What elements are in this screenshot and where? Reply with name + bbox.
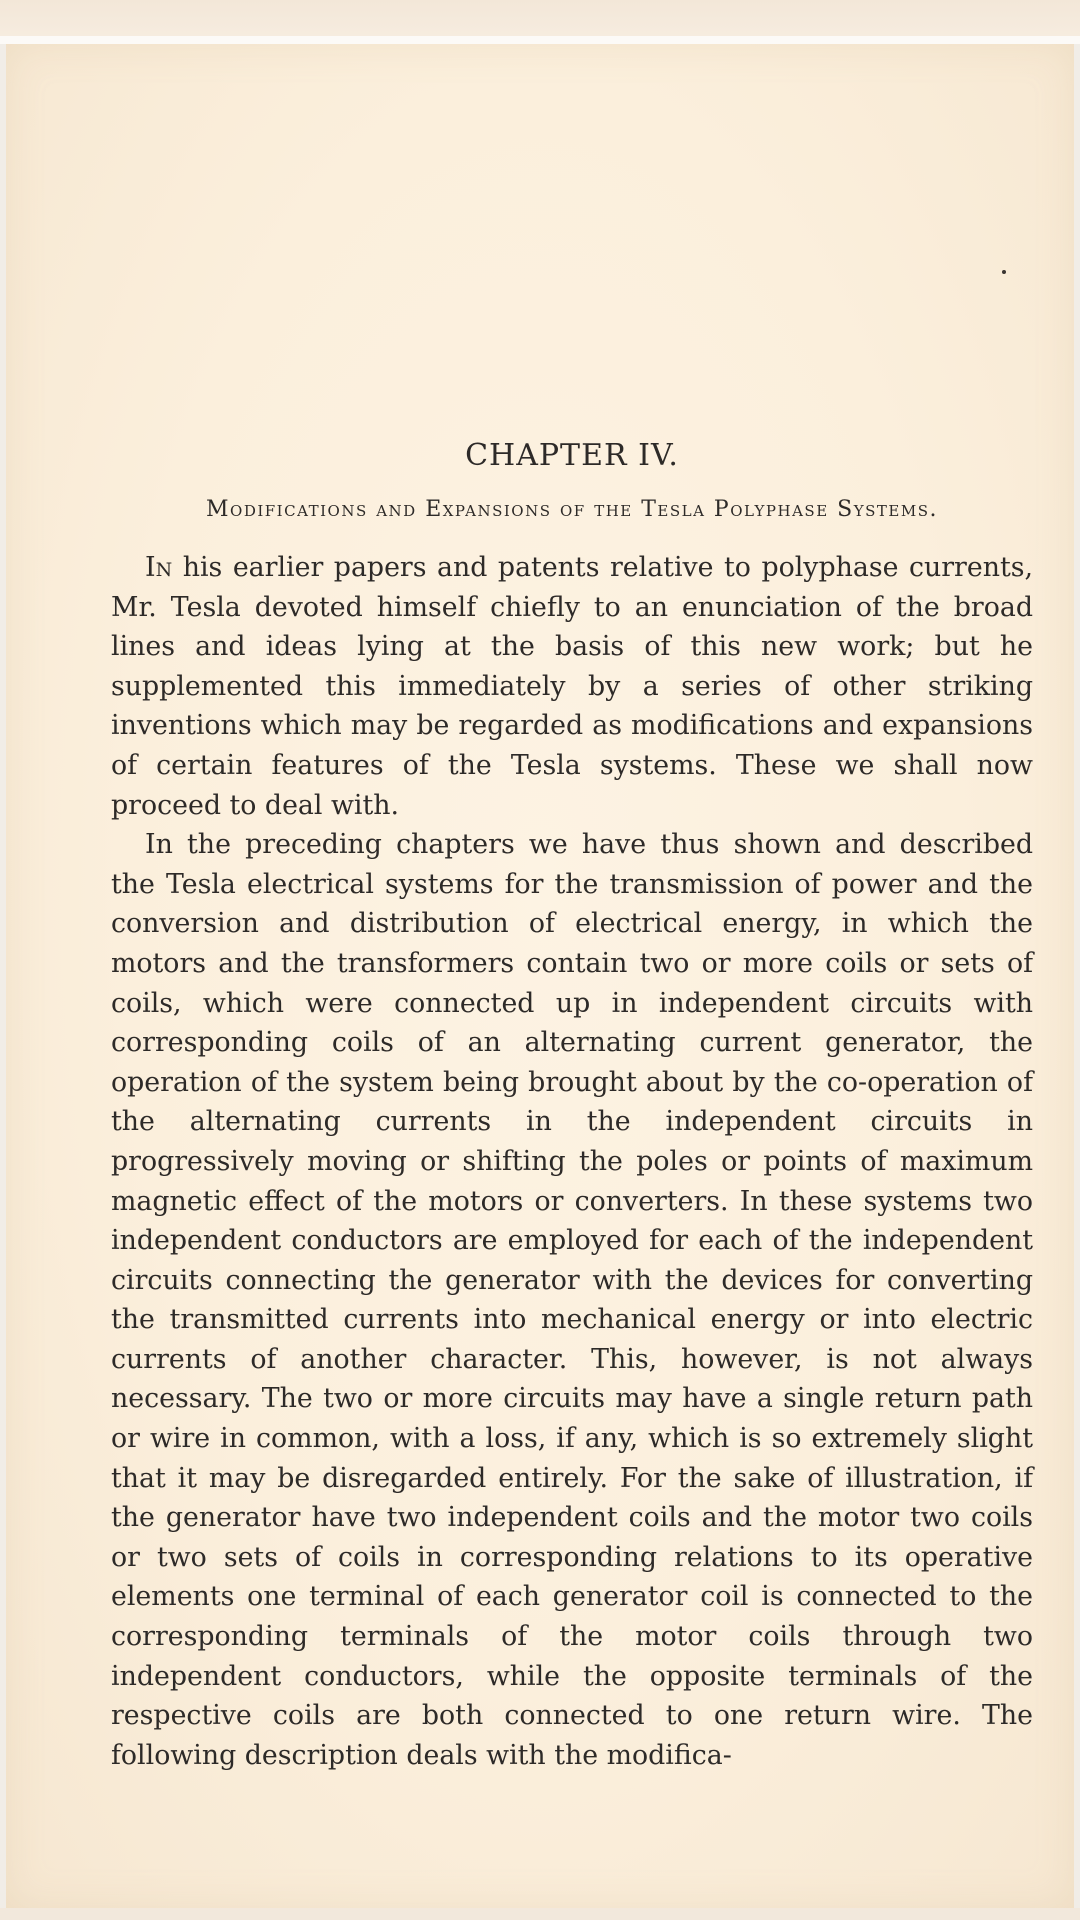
page-separator: [0, 36, 1080, 44]
chapter-title: CHAPTER IV.: [465, 438, 679, 473]
ink-speck: [1002, 270, 1006, 274]
paragraph-1: [111, 548, 1033, 825]
paragraph-1-body: his earlier papers and patents relative to polyphase currents, Mr. Tesla devoted himself chiefly to an enunciation of the broad lines and ideas lying at the basis of this new work; but he supplemented this immediately by a series of other striking inventions which may be regarded as modifications and expansions of certain features of the Tesla systems. These we shall now proceed to deal with.: [111, 552, 1033, 821]
previous-page-edge: [0, 0, 1080, 36]
chapter-subtitle: Modifications and Expansions of the Tesla Polyphase Systems.: [206, 497, 938, 522]
page-text: [111, 390, 1033, 1775]
paragraph-2: In the preceding chapters we have thus shown and described the Tesla electrical systems for the transmission of power and the conversion and distribution of electrical energy, in which the motors and the transformers contain two or more coils or sets of coils, which were connected up in independent circuits with corresponding coils of an alternating current generator, the operation of the system being brought about by the co-operation of the alternating currents in the independent circuits in progressively moving or shifting the poles or points of maximum magnetic effect of the motors or converters. In these systems two independent conductors are employed for each of the independent circuits connecting the generator with the devices for converting the transmitted currents into mechanical energy or into electric currents of another character. This, however, is not always necessary. The two or more circuits may have a single return path or wire in common, with a loss, if any, which is so extremely slight that it may be disregarded entirely. For the sake of illustration, if the generator have two independent coils and the motor two coils or two sets of coils in corresponding relations to its operative elements one terminal of each generator coil is connected to the corresponding terminals of the motor coils through two independent conductors, while the opposite terminals of the respective coils are both connected to one return wire. The following description deals with the modifica-: [111, 829, 1033, 1771]
next-page-edge: [0, 1908, 1080, 1920]
paragraph-1-lead-word: In: [145, 552, 173, 583]
